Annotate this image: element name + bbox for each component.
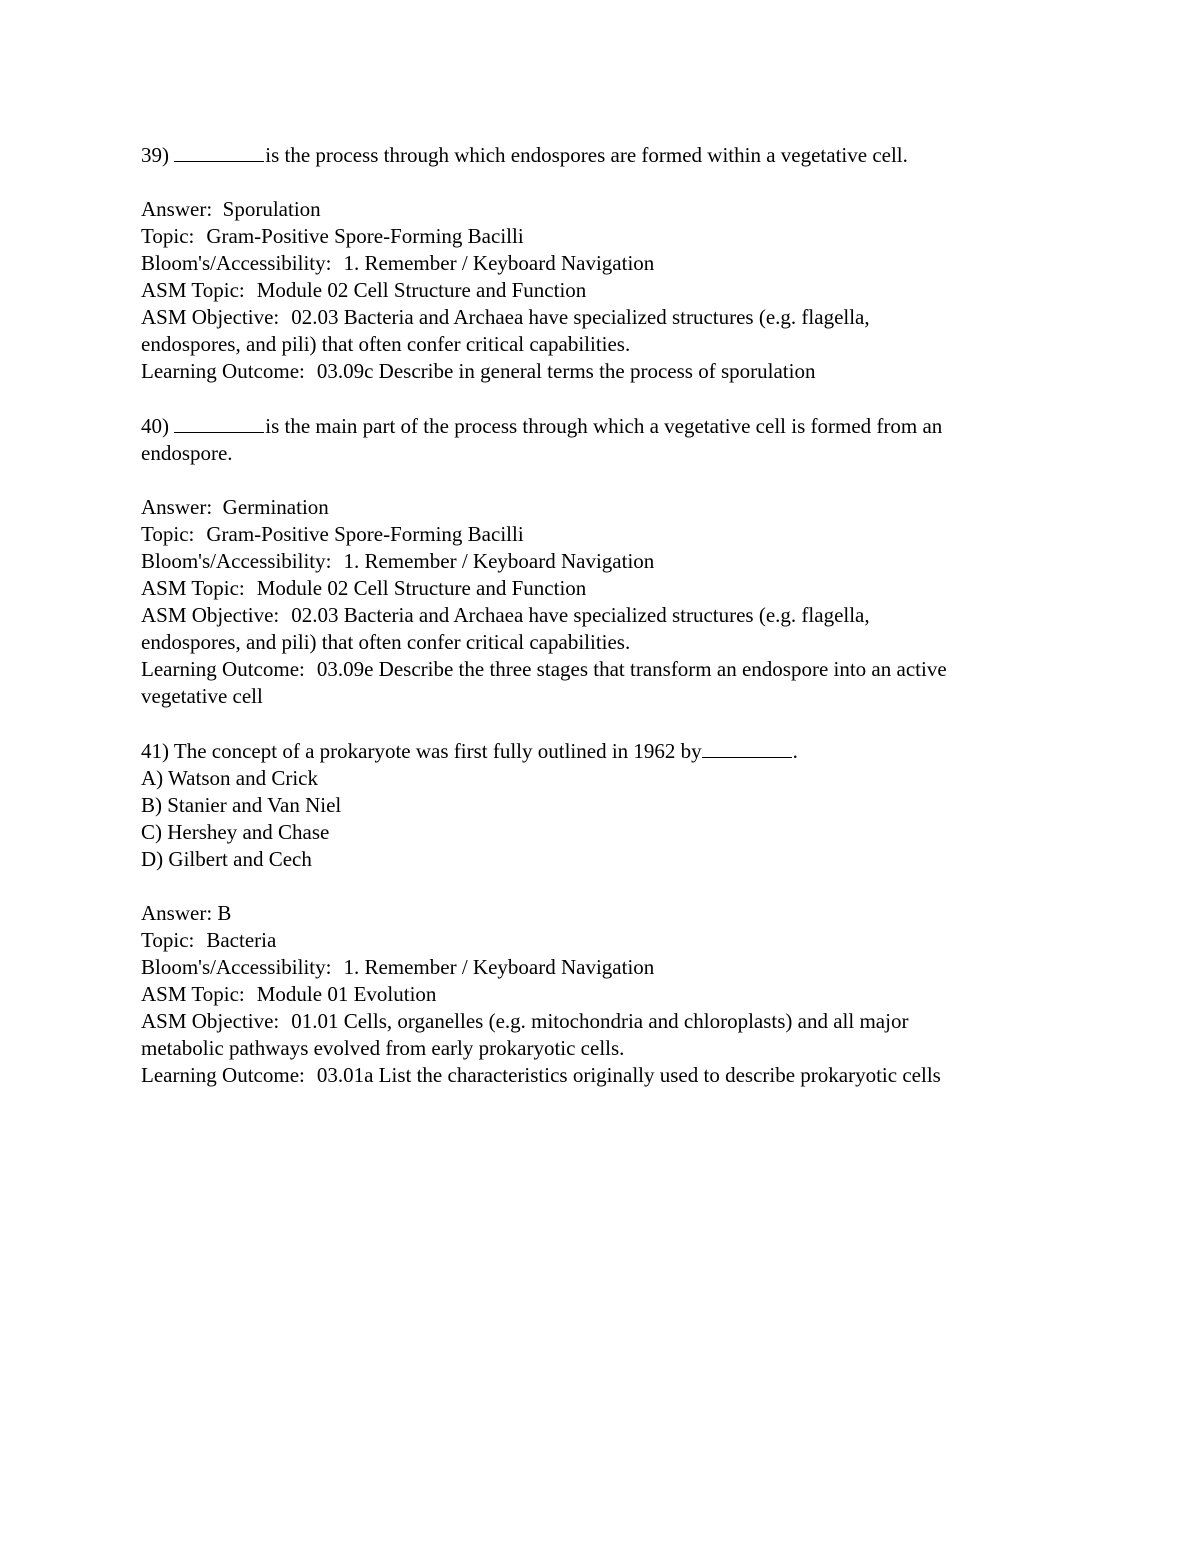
question-stem <box>141 412 1061 440</box>
answer-value: Germination <box>222 495 329 519</box>
question-39 <box>141 141 1061 385</box>
learning-outcome-line: Learning Outcome: 03.01a List the characteristics originally used to describe prokaryotic cells <box>141 1063 941 1087</box>
option-c: C) Hershey and Chase <box>141 820 330 844</box>
asm-objective-continuation: endospores, and pili) that often confer critical capabilities. <box>141 630 631 654</box>
question-stem-continuation: endospore. <box>141 441 233 465</box>
asm-topic-line: ASM Topic: Module 02 Cell Structure and Function <box>141 576 587 600</box>
asm-topic-line: ASM Topic: Module 01 Evolution <box>141 982 437 1006</box>
blooms-line: Bloom's/Accessibility: 1. Remember / Keyboard Navigation <box>141 549 655 573</box>
option-b: B) Stanier and Van Niel <box>141 793 342 817</box>
question-stem <box>141 141 1061 169</box>
question-text: The concept of a prokaryote was first fully outlined in 1962 by <box>173 739 702 763</box>
asm-topic-line: ASM Topic: Module 02 Cell Structure and Function <box>141 278 587 302</box>
learning-outcome-continuation: vegetative cell <box>141 684 263 708</box>
learning-outcome-line: Learning Outcome: 03.09e Describe the three stages that transform an endospore into an active <box>141 657 947 681</box>
question-number: 41) <box>141 739 169 763</box>
option-d: D) Gilbert and Cech <box>141 847 312 871</box>
question-41 <box>141 737 1061 1089</box>
answer-blank <box>174 412 264 433</box>
question-stem: 41) The concept of a prokaryote was first fully outlined in 1962 by . <box>141 739 798 763</box>
asm-objective-continuation: endospores, and pili) that often confer critical capabilities. <box>141 332 631 356</box>
topic-line: Topic: Bacteria <box>141 928 277 952</box>
asm-objective-line: ASM Objective: 02.03 Bacteria and Archaea have specialized structures (e.g. flagella, <box>141 305 870 329</box>
question-40 <box>141 412 1061 710</box>
asm-objective-line: ASM Objective: 02.03 Bacteria and Archaea have specialized structures (e.g. flagella, <box>141 603 870 627</box>
document-page <box>141 141 1061 1089</box>
answer-value: Sporulation <box>222 197 321 221</box>
blooms-line: Bloom's/Accessibility: 1. Remember / Keyboard Navigation <box>141 955 655 979</box>
question-number: 39) <box>141 143 169 167</box>
question-text: is the main part of the process through which a vegetative cell is formed from an <box>265 414 943 438</box>
asm-objective-continuation: metabolic pathways evolved from early prokaryotic cells. <box>141 1036 625 1060</box>
topic-line: Topic: Gram-Positive Spore-Forming Bacilli <box>141 522 524 546</box>
question-number: 40) <box>141 414 169 438</box>
option-a: A) Watson and Crick <box>141 766 318 790</box>
topic-line: Topic: Gram-Positive Spore-Forming Bacilli <box>141 224 524 248</box>
learning-outcome-line: Learning Outcome: 03.09c Describe in general terms the process of sporulation <box>141 359 816 383</box>
answer-value: B <box>217 901 232 925</box>
answer-line: Answer: B <box>141 901 232 925</box>
answer-line: Answer: Germination <box>141 495 329 519</box>
question-text: is the process through which endospores are formed within a vegetative cell. <box>265 143 908 167</box>
answer-blank <box>702 737 792 758</box>
answer-line: Answer: Sporulation <box>141 197 321 221</box>
blooms-line: Bloom's/Accessibility: 1. Remember / Keyboard Navigation <box>141 251 655 275</box>
asm-objective-line: ASM Objective: 01.01 Cells, organelles (e.g. mitochondria and chloroplasts) and all major <box>141 1009 909 1033</box>
answer-blank <box>174 141 264 162</box>
